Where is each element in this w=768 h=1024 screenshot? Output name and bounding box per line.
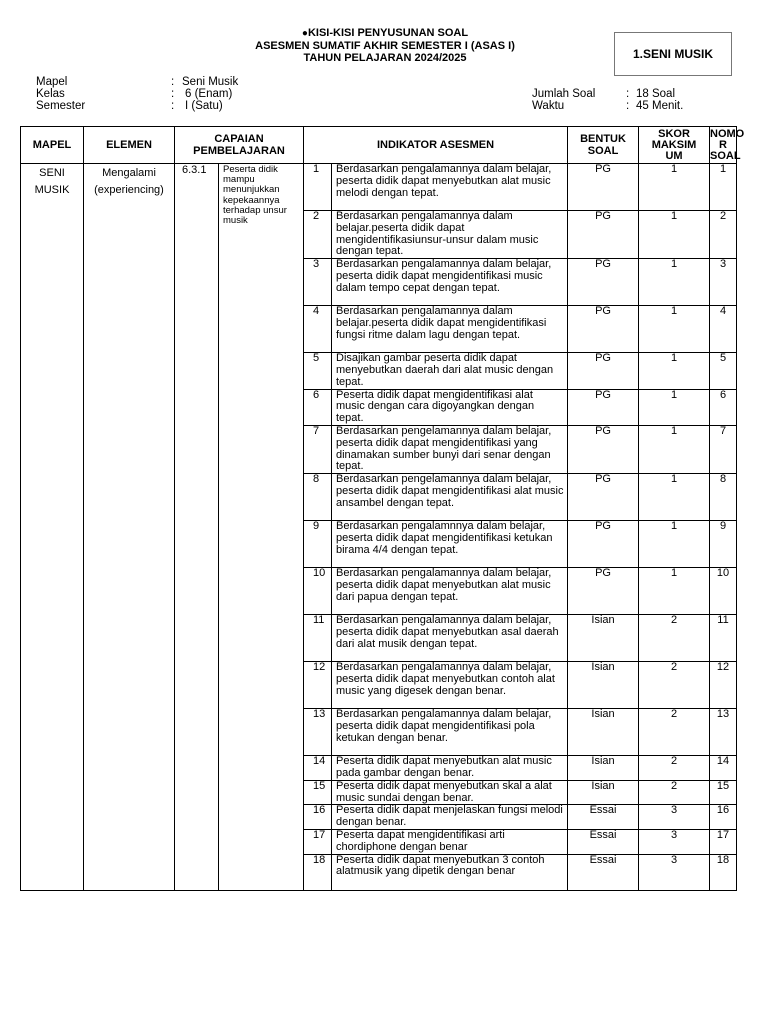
nomor-soal: 2 bbox=[710, 211, 737, 259]
skor-maksimum: 3 bbox=[639, 854, 710, 890]
indikator-text: Peserta didik dapat menjelaskan fungsi melodi dengan benar. bbox=[332, 805, 568, 830]
nomor-soal: 14 bbox=[710, 756, 737, 781]
bentuk-soal: Essai bbox=[568, 805, 639, 830]
row-number: 16 bbox=[304, 805, 332, 830]
bentuk-soal: PG bbox=[568, 211, 639, 259]
indikator-text: Peserta didik dapat menyebutkan alat music pada gambar dengan benar. bbox=[332, 756, 568, 781]
bentuk-soal: Essai bbox=[568, 829, 639, 854]
mapel-cell bbox=[21, 164, 84, 891]
row-number: 9 bbox=[304, 521, 332, 568]
row-number: 12 bbox=[304, 662, 332, 709]
skor-maksimum: 1 bbox=[639, 306, 710, 353]
elemen-cell bbox=[84, 164, 175, 891]
indikator-text: Berdasarkan pengelamannya dalam belajar, peserta didik dapat mengidentifikasi alat music ansambel dengan tepat. bbox=[332, 474, 568, 521]
skor-maksimum: 1 bbox=[639, 474, 710, 521]
skor-maksimum: 1 bbox=[639, 389, 710, 425]
row-number: 18 bbox=[304, 854, 332, 890]
row-number: 3 bbox=[304, 259, 332, 306]
bullet-icon: ● bbox=[301, 28, 308, 39]
indikator-text: Berdasarkan pengalamnnya dalam belajar, peserta didik dapat mengidentifikasi ketukan birama 4/4 dengan tepat. bbox=[332, 521, 568, 568]
header-skor: SKOR MAKSIM UM bbox=[639, 127, 710, 164]
row-number: 13 bbox=[304, 709, 332, 756]
nomor-soal: 1 bbox=[710, 164, 737, 211]
info-right bbox=[532, 88, 732, 116]
nomor-soal: 3 bbox=[710, 259, 737, 306]
skor-maksimum: 1 bbox=[639, 211, 710, 259]
indikator-text: Berdasarkan pengalamannya dalam belajar, peserta didik dapat menyebutkan alat music dari papua dengan tepat. bbox=[332, 568, 568, 615]
bentuk-soal: Isian bbox=[568, 709, 639, 756]
cp-text-cell: Peserta didik mampu menunjukkan kepekaannya terhadap unsur musik bbox=[219, 164, 304, 891]
jumlah-label: Jumlah Soal bbox=[532, 88, 596, 100]
mapel-line-2: MUSIK bbox=[34, 184, 70, 196]
mapel-label: Mapel bbox=[36, 76, 68, 88]
mapel-value: Seni Musik bbox=[182, 76, 239, 88]
row-number: 2 bbox=[304, 211, 332, 259]
skor-maksimum: 3 bbox=[639, 829, 710, 854]
table-row bbox=[21, 164, 737, 211]
title-line-2: ASESMEN SUMATIF AKHIR SEMESTER I (ASAS I) bbox=[255, 40, 515, 52]
bentuk-soal: Isian bbox=[568, 662, 639, 709]
header-indikator: INDIKATOR ASESMEN bbox=[304, 127, 568, 164]
jumlah-colon: : bbox=[626, 88, 630, 100]
nomor-soal: 13 bbox=[710, 709, 737, 756]
row-number: 11 bbox=[304, 615, 332, 662]
elemen-line-2: (experiencing) bbox=[94, 184, 164, 196]
indikator-text: Berdasarkan pengalamannya dalam belajar, peserta didik dapat mengidentifikasi music dalam tempo cepat dengan tepat. bbox=[332, 259, 568, 306]
bentuk-soal: Isian bbox=[568, 780, 639, 805]
semester-value: I (Satu) bbox=[185, 100, 223, 112]
skor-maksimum: 1 bbox=[639, 353, 710, 389]
bentuk-soal: PG bbox=[568, 259, 639, 306]
waktu-colon: : bbox=[626, 100, 630, 112]
row-number: 1 bbox=[304, 164, 332, 211]
title-line-3: TAHUN PELAJARAN 2024/2025 bbox=[303, 52, 467, 64]
indikator-text: Peserta didik dapat menyebutkan 3 contoh alatmusik yang dipetik dengan benar bbox=[332, 854, 568, 890]
bentuk-soal: Isian bbox=[568, 756, 639, 781]
bentuk-soal: PG bbox=[568, 389, 639, 425]
header-mapel: MAPEL bbox=[21, 127, 84, 164]
bentuk-soal: Essai bbox=[568, 854, 639, 890]
waktu-value: 45 Menit. bbox=[636, 100, 684, 112]
skor-maksimum: 3 bbox=[639, 805, 710, 830]
nomor-soal: 6 bbox=[710, 389, 737, 425]
waktu-label: Waktu bbox=[532, 100, 565, 112]
row-number: 14 bbox=[304, 756, 332, 781]
bentuk-soal: Isian bbox=[568, 615, 639, 662]
row-number: 15 bbox=[304, 780, 332, 805]
row-number: 4 bbox=[304, 306, 332, 353]
bentuk-soal: PG bbox=[568, 353, 639, 389]
nomor-soal: 18 bbox=[710, 854, 737, 890]
indikator-text: Berdasarkan pengalamannya dalam belajar, peserta didik dapat menyebutkan alat music melodi dengan tepat. bbox=[332, 164, 568, 211]
row-number: 17 bbox=[304, 829, 332, 854]
bentuk-soal: PG bbox=[568, 425, 639, 473]
kisi-kisi-table bbox=[20, 126, 745, 891]
indikator-text: Disajikan gambar peserta didik dapat menyebutkan daerah dari alat music dengan tepat. bbox=[332, 353, 568, 389]
indikator-text: Berdasarkan pengalamannya dalam belajar.peserta didik dapat mengidentifikasiunsur-unsur dalam music dengan tepat. bbox=[332, 211, 568, 259]
semester-colon: : bbox=[171, 100, 175, 112]
bentuk-soal: PG bbox=[568, 306, 639, 353]
bentuk-soal: PG bbox=[568, 164, 639, 211]
row-number: 5 bbox=[304, 353, 332, 389]
indikator-text: Peserta didik dapat mengidentifikasi alat music dengan cara digoyangkan dengan tepat. bbox=[332, 389, 568, 425]
bentuk-soal: PG bbox=[568, 568, 639, 615]
skor-maksimum: 2 bbox=[639, 780, 710, 805]
kelas-label: Kelas bbox=[36, 88, 65, 100]
nomor-soal: 4 bbox=[710, 306, 737, 353]
indikator-text: Peserta dapat mengidentifikasi arti chordiphone dengan benar bbox=[332, 829, 568, 854]
nomor-soal: 10 bbox=[710, 568, 737, 615]
mapel-line-1: SENI bbox=[39, 167, 65, 179]
header-elemen: ELEMEN bbox=[84, 127, 175, 164]
indikator-text: Berdasarkan pengalamannya dalam belajar, peserta didik dapat menyebutkan contoh alat music yang digesek dengan benar. bbox=[332, 662, 568, 709]
info-left bbox=[36, 76, 296, 116]
title-line-1: ●KISI-KISI PENYUSUNAN SOAL bbox=[301, 27, 469, 39]
mapel-colon: : bbox=[171, 76, 175, 88]
nomor-soal: 8 bbox=[710, 474, 737, 521]
indikator-text: Berdasarkan pengalamannya dalam belajar, peserta didik dapat mengidentifikasi pola ketukan dengan benar. bbox=[332, 709, 568, 756]
indikator-text: Berdasarkan pengalamannya dalam belajar, peserta didik dapat menyebutkan asal daerah dari alat musik dengan tepat. bbox=[332, 615, 568, 662]
header-bentuk: BENTUK SOAL bbox=[568, 127, 639, 164]
row-number: 6 bbox=[304, 389, 332, 425]
header-capaian: CAPAIAN PEMBELAJARAN bbox=[175, 127, 304, 164]
bentuk-soal: PG bbox=[568, 474, 639, 521]
document-title bbox=[200, 27, 570, 64]
jumlah-value: 18 Soal bbox=[636, 88, 676, 100]
bentuk-soal: PG bbox=[568, 521, 639, 568]
indikator-text: Berdasarkan pengelamannya dalam belajar, peserta didik dapat mengidentifikasi yang dinamakan sumber bunyi dari senar dengan tepat. bbox=[332, 425, 568, 473]
skor-maksimum: 1 bbox=[639, 164, 710, 211]
skor-maksimum: 1 bbox=[639, 568, 710, 615]
skor-maksimum: 2 bbox=[639, 756, 710, 781]
nomor-soal: 7 bbox=[710, 425, 737, 473]
row-number: 8 bbox=[304, 474, 332, 521]
kelas-value: 6 (Enam) bbox=[185, 88, 233, 100]
subject-box: 1.SENI MUSIK bbox=[614, 32, 732, 76]
skor-maksimum: 2 bbox=[639, 615, 710, 662]
skor-maksimum: 1 bbox=[639, 259, 710, 306]
table-header-row bbox=[21, 127, 737, 164]
semester-label: Semester bbox=[36, 100, 86, 112]
nomor-soal: 12 bbox=[710, 662, 737, 709]
cp-code-cell: 6.3.1 bbox=[175, 164, 219, 891]
elemen-line-1: Mengalami bbox=[102, 167, 156, 179]
nomor-soal: 5 bbox=[710, 353, 737, 389]
indikator-text: Berdasarkan pengalamannya dalam belajar.peserta didik dapat mengidentifikasi fungsi ritme dalam lagu dengan tepat. bbox=[332, 306, 568, 353]
row-number: 10 bbox=[304, 568, 332, 615]
skor-maksimum: 1 bbox=[639, 425, 710, 473]
skor-maksimum: 2 bbox=[639, 709, 710, 756]
kelas-colon: : bbox=[171, 88, 175, 100]
nomor-soal: 17 bbox=[710, 829, 737, 854]
nomor-soal: 9 bbox=[710, 521, 737, 568]
skor-maksimum: 2 bbox=[639, 662, 710, 709]
nomor-soal: 15 bbox=[710, 780, 737, 805]
indikator-text: Peserta didik dapat menyebutkan skal a alat music sundai dengan benar. bbox=[332, 780, 568, 805]
header-nomor: NOMO R SOAL bbox=[710, 127, 745, 162]
nomor-soal: 16 bbox=[710, 805, 737, 830]
skor-maksimum: 1 bbox=[639, 521, 710, 568]
row-number: 7 bbox=[304, 425, 332, 473]
nomor-soal: 11 bbox=[710, 615, 737, 662]
